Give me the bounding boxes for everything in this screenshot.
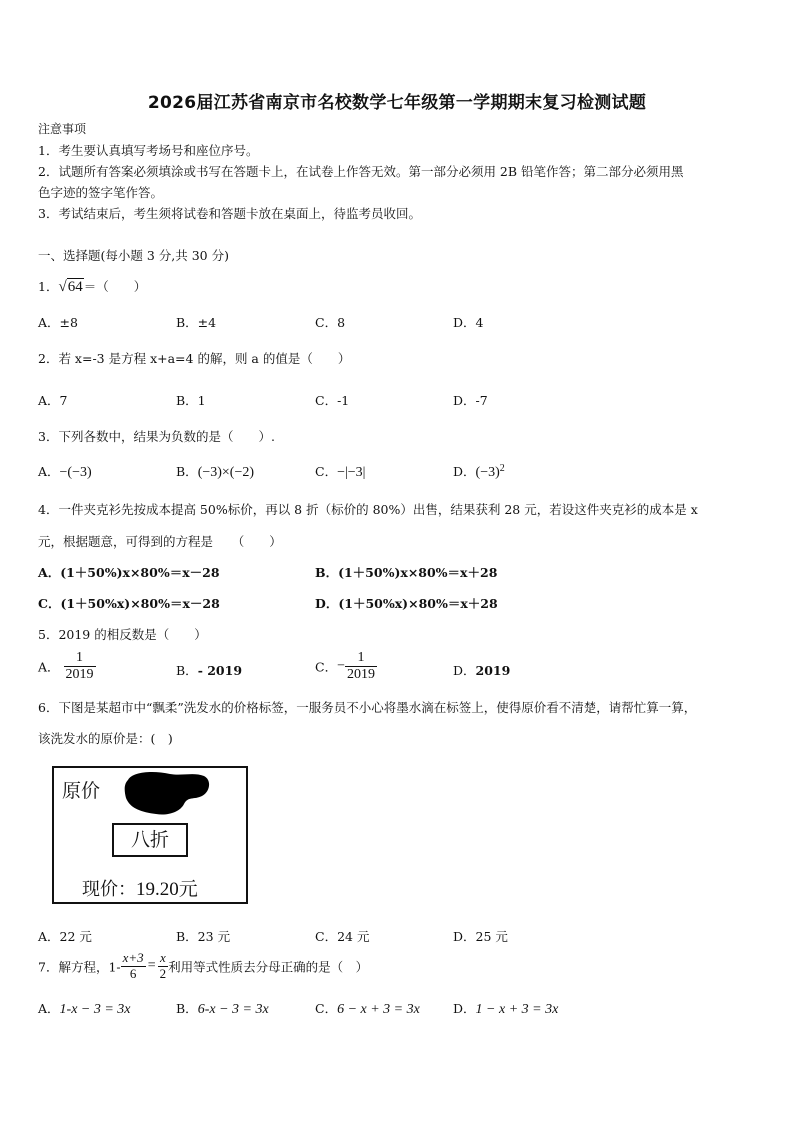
question-7 [38,951,368,982]
option-b [176,999,269,1018]
denominator: 2 [159,965,167,981]
denominator: 2019 [65,667,94,683]
option-label: B． [176,663,198,678]
option-label: C． [315,1001,338,1016]
option-math: −(−3) [59,465,92,480]
option-label: C． [315,659,338,675]
original-price-label: 原价 [62,780,101,802]
minus-sign: − [337,658,345,674]
option-label: A． [38,1001,60,1016]
option-a [38,650,96,683]
question-4-line-1: 4．一件夹克衫先按成本提高 50%标价，再以 8 折（标价的 80%）出售，结果获利 28 元，若设这件夹克衫的成本是 x [38,502,698,517]
option-d: D．25 元 [453,929,508,944]
notice-item: 1．考生要认真填写考场号和座位序号。 [38,143,259,158]
option-c: C．8 [315,315,346,330]
question-number: 1． [38,279,59,294]
option-c: C．24 元 [315,929,370,944]
option-b [176,661,242,679]
sqrt-expression: √64 [58,279,83,295]
option-d [453,661,510,679]
option-label: C． [315,464,338,479]
notice-item: 色字迹的签字笔作答。 [38,185,164,200]
notice-item: 3．考试结束后，考生须将试卷和答题卡放在桌面上，待监考员收回。 [38,206,421,221]
fraction [64,650,96,683]
option-d [453,462,505,481]
option-label: B． [176,1001,198,1016]
denominator: 2019 [346,667,375,683]
question-5: 5．2019 的相反数是（ ） [38,627,207,642]
option-math: (−3) [475,465,500,480]
option-math: 1-x − 3 = 3x [59,1002,131,1017]
question-suffix: 利用等式性质去分母正确的是（ ） [168,959,369,975]
option-label: B． [176,464,198,479]
option-b [176,462,254,481]
question-2: 2．若 x=-3 是方程 x+a=4 的解，则 a 的值是（ ） [38,351,351,366]
current-price [82,874,198,901]
option-b: B．23 元 [176,929,231,944]
question-6-line-1: 6．下图是某超市中“飘柔”洗发水的价格标签，一服务员不小心将墨水滴在标签上，使得原价看不清楚，请帮忙算一算， [38,700,697,715]
option-label: D． [453,663,476,678]
radicand: 64 [67,279,83,295]
option-a: A．(1＋50%)x×80%＝x－28 [38,565,220,580]
option-d: D．-7 [453,393,488,408]
question-6-line-2: 该洗发水的原价是：( ) [38,731,173,746]
option-label: A． [38,659,60,675]
option-c [315,462,365,481]
option-d: D．4 [453,315,484,330]
option-c: C．-1 [315,393,350,408]
option-a: A．±8 [38,315,78,330]
section-heading: 一、选择题(每小题 3 分,共 30 分) [38,248,229,263]
option-a: A．22 元 [38,929,92,944]
option-c [315,999,420,1018]
option-a [38,999,131,1018]
option-b: B．(1＋50%)x×80%＝x＋28 [315,565,498,580]
option-math: 6-x − 3 = 3x [197,1002,269,1017]
numerator: 1 [64,650,96,667]
option-label: D． [453,1001,476,1016]
ink-blot-icon [122,770,212,816]
option-superscript: 2 [499,462,505,474]
option-c: C．(1＋50%x)×80%＝x－28 [38,596,220,611]
current-price-label: 现价： [82,879,136,900]
option-value: 2019 [475,663,511,678]
equals-sign: = [147,958,156,974]
option-math: (−3)×(−2) [197,465,255,480]
question-4-line-2: 元，根据题意，可得到的方程是 （ ） [38,534,282,549]
notice-heading: 注意事项 [38,122,87,136]
current-price-value: 19.20元 [136,879,198,900]
fraction [345,650,377,683]
option-a [38,462,92,481]
numerator: x [158,951,169,967]
option-b: B．±4 [176,315,217,330]
numerator: 1 [345,650,377,667]
page-title: 2026届江苏省南京市名校数学七年级第一学期期末复习检测试题 [147,93,647,113]
option-math: −|−3| [337,465,366,480]
question-tail: ＝（ ） [83,279,147,294]
numerator: x+3 [122,950,144,965]
option-label: D． [453,464,476,479]
option-value: - 2019 [197,663,243,678]
discount-box: 八折 [112,823,188,857]
fraction [158,951,169,982]
notice-item: 2．试题所有答案必须填涂或书写在答题卡上，在试卷上作答无效。第一部分必须用 2B 铅笔作答；第二部分必须用黑 [38,164,684,179]
option-label: A． [38,464,60,479]
fraction [121,951,146,982]
option-d [453,999,558,1018]
question-3: 3．下列各数中，结果为负数的是（ ）. [38,429,275,444]
option-math: 1 − x + 3 = 3x [475,1002,559,1017]
option-math: 6 − x + 3 = 3x [337,1002,420,1017]
option-c [315,650,377,683]
price-tag [52,766,248,904]
question-prefix: 7．解方程，1- [38,959,121,975]
denominator: 6 [129,965,137,981]
option-b: B．1 [176,393,206,408]
question-1 [38,277,146,296]
option-a: A．7 [38,393,68,408]
option-d: D．(1＋50%x)×80%＝x＋28 [315,596,498,611]
